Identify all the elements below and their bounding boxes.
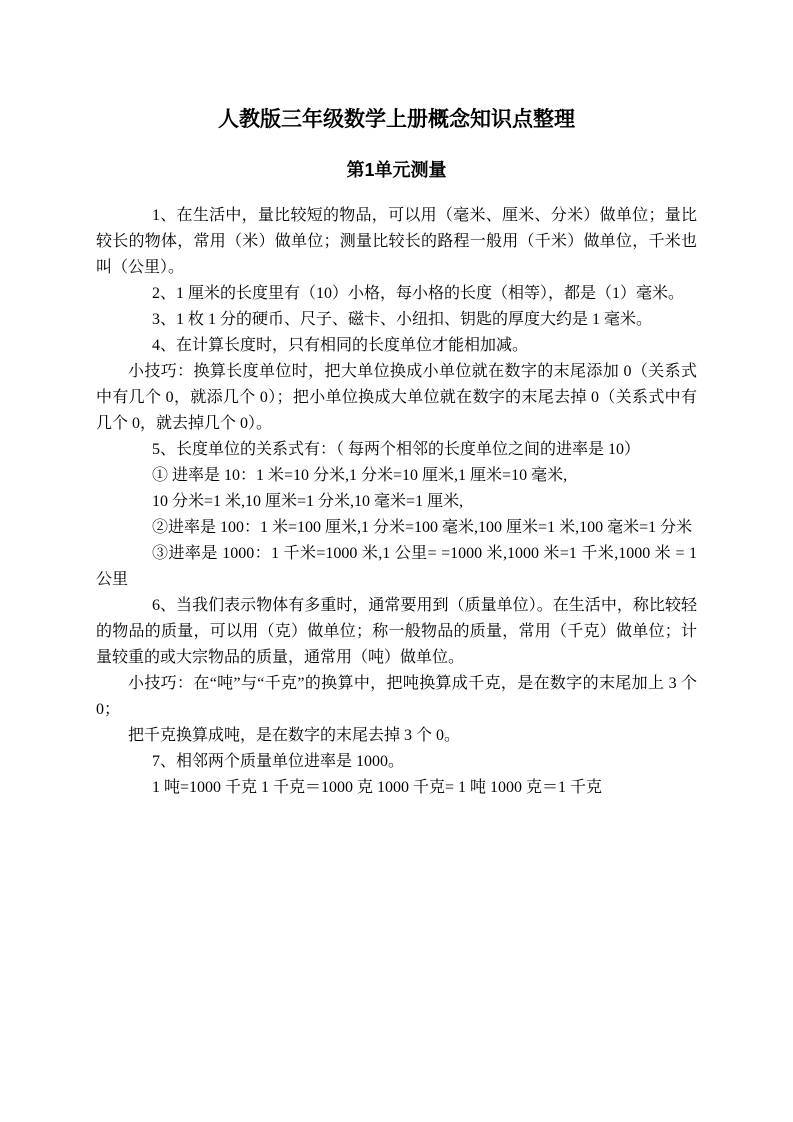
relation-line-2: 10 分米=1 米,10 厘米=1 分米,10 毫米=1 厘米, [152, 492, 464, 510]
paragraph-6-tip-1: 小技巧：在“吨”与“千克”的换算中，把吨换算成千克，是在数字的末尾加上 3 个 0； [96, 674, 697, 718]
document-body [96, 203, 697, 801]
paragraph-7-formulas: 1 吨=1000 千克 1 千克＝1000 克 1000 千克= 1 吨 1000 克＝1 千克 [152, 778, 603, 796]
section-heading: 第1单元测量 [346, 160, 447, 181]
paragraph-6-tip-2: 把千克换算成吨，是在数字的末尾去掉 3 个 0。 [128, 726, 461, 744]
document-title: 人教版三年级数学上册概念知识点整理 [218, 108, 575, 131]
paragraph-7: 7、相邻两个质量单位进率是 1000。 [152, 752, 405, 770]
relation-line-1: ① 进率是 10：1 米=10 分米,1 分米=10 厘米,1 厘米=10 毫米, [152, 466, 568, 484]
relation-line-4: ③进率是 1000：1 千米=1000 米,1 公里= =1000 米,1000 米=1 千米,1000 米 = 1 公里 [96, 544, 697, 588]
paragraph-4-tip: 小技巧：换算长度单位时，把大单位换成小单位就在数字的末尾添加 0（关系式中有几个 0，就添几个 0）；把小单位换成大单位就在数字的末尾去掉 0（关系式中有几个 0，就去掉几个 0）。 [96, 362, 697, 432]
paragraph-1: 1、在生活中，量比较短的物品，可以用（毫米、厘米、分米）做单位；量比较长的物体，常用（米）做单位；测量比较长的路程一般用（千米）做单位，千米也叫（公里）。 [96, 206, 697, 276]
paragraph-4: 4、在计算长度时，只有相同的长度单位才能相加减。 [152, 336, 529, 354]
relation-line-3: ②进率是 100：1 米=100 厘米,1 分米=100 毫米,100 厘米=1 米,100 毫米=1 分米 [152, 518, 693, 536]
paragraph-6: 6、当我们表示物体有多重时，通常要用到（质量单位）。在生活中，称比较轻的物品的质量，可以用（克）做单位；称一般物品的质量，常用（千克）做单位；计量较重的或大宗物品的质量，通常用（吨）做单位。 [96, 596, 697, 666]
paragraph-2: 2、1 厘米的长度里有（10）小格，每小格的长度（相等），都是（1）毫米。 [152, 284, 685, 302]
paragraph-5: 5、长度单位的关系式有：（ 每两个相邻的长度单位之间的进率是 10） [152, 440, 641, 458]
paragraph-3: 3、1 枚 1 分的硬币、尺子、磁卡、小纽扣、钥匙的厚度大约是 1 毫米。 [152, 310, 653, 328]
